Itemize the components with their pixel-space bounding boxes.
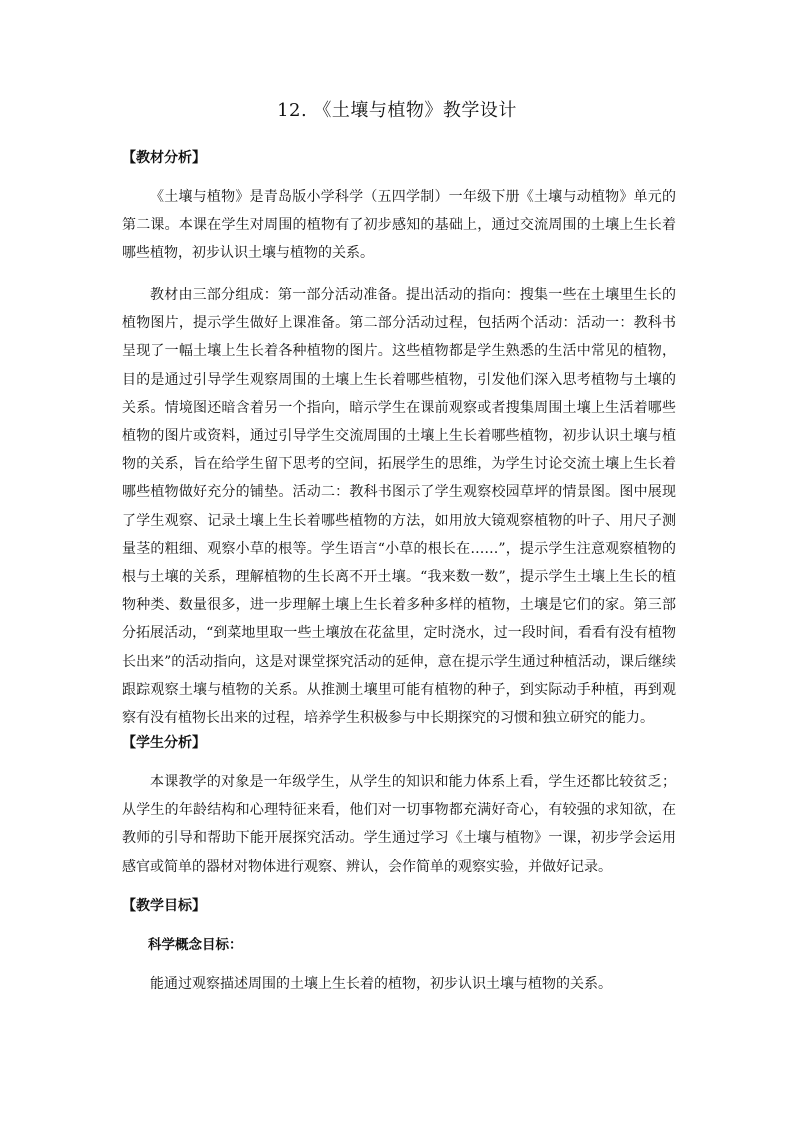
- section-heading-student-analysis: 【学生分析】: [122, 735, 206, 751]
- section-heading-teaching-goals: 【教学目标】: [122, 898, 206, 914]
- paragraph-textbook-analysis-2: 教材由三部分组成：第一部分活动准备。提出活动的指向：搜集一些在土壤里生长的植物图片，提示学生做好上课准备。第二部分活动过程，包括两个活动：活动一：教科书呈现了一幅土壤上生长着各种植物的图片。这些植物都是学生熟悉的生活中常见的植物，目的是通过引导学生观察周围的土壤上生长着哪些植物，引发他们深入思考植物与土壤的关系。情境图还暗含着另一个指向，暗示学生在课前观察或者搜集周围土壤上生活着哪些植物的图片或资料，通过引导学生交流周围的土壤上生长着哪些植物，初步认识土壤与植物的关系，旨在给学生留下思考的空间，拓展学生的思维，为学生讨论交流土壤上生长着哪些植物做好充分的铺垫。活动二：教科书图示了学生观察校园草坪的情景图。图中展现了学生观察、记录土壤上生长着哪些植物的方法，如用放大镜观察植物的叶子、用尺子测量茎的粗细、观察小草的根等。学生语言“小草的根长在……”，提示学生注意观察植物的根与土壤的关系，理解植物的生长离不开土壤。“我来数一数”，提示学生土壤上生长的植物种类、数量很多，进一步理解土壤上生长着多种多样的植物，土壤是它们的家。第三部分拓展活动，“到菜地里取一些土壤放在花盆里，定时浇水，过一段时间，看看有没有植物长出来”的活动指向，这是对课堂探究活动的延伸，意在提示学生通过种植活动，课后继续跟踪观察土壤与植物的关系。从推测土壤里可能有植物的种子，到实际动手种植，再到观察有没有植物长出来的过程，培养学生积极参与中长期探究的习惯和独立研究的能力。: [122, 287, 676, 727]
- document-title: 12. 《土壤与植物》教学设计: [277, 100, 517, 121]
- paragraph-teaching-goals-1: 能通过观察描述周围的土壤上生长着的植物，初步认识土壤与植物的关系。: [150, 976, 612, 992]
- paragraph-student-analysis-1: 本课教学的对象是一年级学生，从学生的知识和能力体系上看，学生还都比较贫乏；从学生的年龄结构和心理特征来看，他们对一切事物都充满好奇心，有较强的求知欲，在教师的引导和帮助下能开展探究活动。学生通过学习《土壤与植物》一课，初步学会运用感官或简单的器材对物体进行观察、辨认，会作简单的观察实验，并做好记录。: [122, 774, 676, 875]
- subheading-science-concept-goals: 科学概念目标：: [148, 937, 243, 953]
- paragraph-textbook-analysis-1: 《土壤与植物》是青岛版小学科学（五四学制）一年级下册《土壤与动植物》单元的第二课。本课在学生对周围的植物有了初步感知的基础上，通过交流周围的土壤上生长着哪些植物，初步认识土壤与植物的关系。: [122, 189, 676, 262]
- section-heading-textbook-analysis: 【教材分析】: [122, 150, 206, 166]
